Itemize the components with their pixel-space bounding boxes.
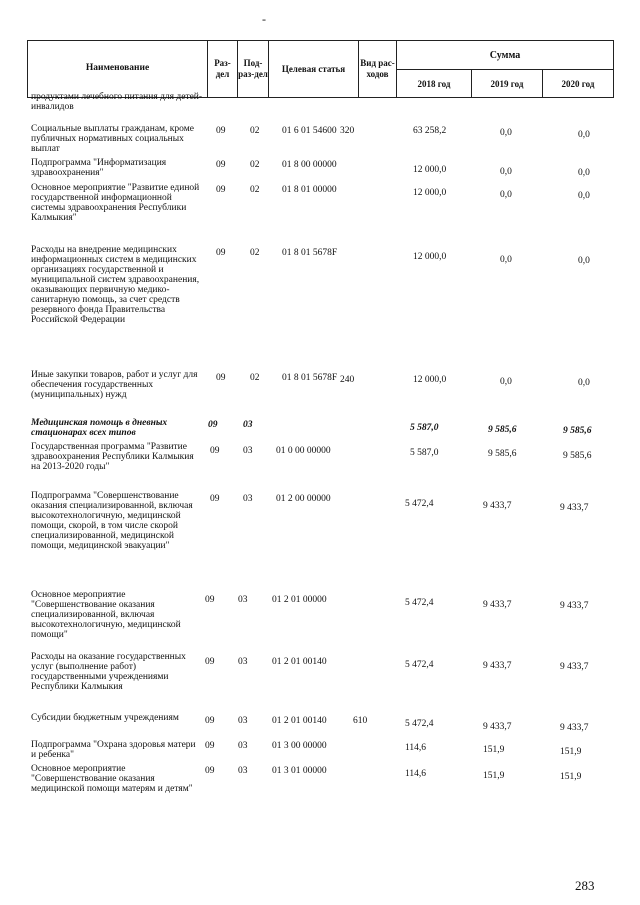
row-sum-2020: 151,9	[560, 772, 582, 782]
row-podrazdel: 02	[250, 248, 260, 258]
row-name: Подпрограмма "Охрана здоровья матери и ребенка"	[31, 740, 196, 760]
header-name: Наименование	[85, 63, 150, 74]
row-sum-2018: 12 000,0	[413, 165, 447, 175]
row-name: Подпрограмма "Информатизация здравоохранения"	[31, 158, 167, 178]
row-sum-2020: 0,0	[578, 256, 590, 266]
row-sum-2019: 151,9	[483, 771, 505, 781]
row-sum-2020: 0,0	[578, 168, 590, 178]
row-sum-2019: 9 433,7	[483, 501, 512, 511]
row-target: 01 2 00 00000	[276, 494, 331, 504]
row-sum-2019: 9 433,7	[483, 722, 512, 732]
header-sum: Сумма	[396, 41, 613, 69]
row-razdel: 09	[205, 595, 215, 605]
row-sum-2018: 5 587,0	[410, 423, 439, 433]
row-sum-2019: 0,0	[500, 128, 512, 138]
row-vid: 240	[340, 375, 355, 385]
row-razdel: 09	[216, 373, 226, 383]
row-podrazdel: 03	[238, 716, 248, 726]
row-sum-2020: 0,0	[578, 130, 590, 140]
row-sum-2020: 9 433,7	[560, 601, 589, 611]
header-podrazdel: Под-раз-дел	[237, 41, 268, 97]
row-sum-2019: 0,0	[500, 167, 512, 177]
row-name: продуктами лечебного питания для детей-инвалидов	[31, 92, 203, 112]
header-2018: 2018 год	[396, 70, 471, 97]
row-name: Иные закупки товаров, работ и услуг для обеспечения государственных (муниципальных) нужд	[31, 370, 198, 400]
row-razdel: 09	[205, 716, 215, 726]
row-sum-2019: 151,9	[483, 745, 505, 755]
header-2019: 2019 год	[471, 70, 542, 97]
table-header	[27, 40, 614, 98]
row-sum-2018: 12 000,0	[413, 188, 447, 198]
row-razdel: 09	[216, 160, 226, 170]
row-podrazdel: 03	[243, 420, 253, 430]
row-target: 01 2 01 00140	[272, 657, 327, 667]
row-name: Подпрограмма "Совершенствование оказания специализированной, включая высокотехнологичную, медицинской помощи, скорой, в том числе скорой специализированной, медицинской помощи, медицинской эвакуации"	[31, 491, 193, 551]
row-sum-2020: 151,9	[560, 747, 582, 757]
row-sum-2019: 0,0	[500, 255, 512, 265]
row-sum-2018: 114,6	[405, 769, 427, 779]
row-name: Расходы на оказание государственных услуг (выполнение работ) государственными учреждениями Республики Калмыкия	[31, 652, 186, 692]
header-2020: 2020 год	[542, 70, 613, 97]
row-razdel: 09	[210, 446, 220, 456]
row-podrazdel: 03	[238, 595, 248, 605]
row-podrazdel: 02	[250, 126, 260, 136]
row-name: Государственная программа "Развитие здравоохранения Республики Калмыкия на 2013-2020 годы"	[31, 442, 194, 472]
row-sum-2018: 5 472,4	[405, 598, 434, 608]
row-vid: 610	[353, 716, 368, 726]
row-podrazdel: 03	[238, 741, 248, 751]
row-razdel: 09	[216, 185, 226, 195]
row-name: Медицинская помощь в дневных стационарах всех типов	[31, 418, 168, 438]
row-sum-2020: 9 585,6	[563, 426, 592, 436]
row-sum-2018: 114,6	[405, 743, 427, 753]
row-name: Субсидии бюджетным учреждениям	[31, 713, 179, 723]
row-sum-2018: 5 472,4	[405, 660, 434, 670]
row-target: 01 2 01 00000	[272, 595, 327, 605]
row-razdel: 09	[210, 494, 220, 504]
row-razdel: 09	[205, 657, 215, 667]
row-target: 01 2 01 00140	[272, 716, 327, 726]
row-podrazdel: 03	[238, 657, 248, 667]
row-sum-2018: 12 000,0	[413, 375, 447, 385]
row-podrazdel: 03	[243, 446, 253, 456]
top-mark: -	[262, 12, 266, 26]
row-sum-2020: 0,0	[578, 378, 590, 388]
row-name: Основное мероприятие "Развитие единой государственной информационной системы здравоохранения Республики Калмыкия"	[31, 183, 200, 223]
row-sum-2019: 9 433,7	[483, 600, 512, 610]
row-sum-2019: 0,0	[500, 377, 512, 387]
row-target: 01 8 01 5678F	[282, 373, 338, 383]
row-name: Расходы на внедрение медицинских информационных систем в медицинских организациях государственной и муниципальной систем здравоохранения, оказывающих первичную медико-санитарную помощь, за счет средств резервного фонда Правительства Российской Федерации	[31, 245, 200, 325]
row-sum-2020: 9 433,7	[560, 503, 589, 513]
row-target: 01 8 01 5678F	[282, 248, 338, 258]
row-sum-2020: 9 585,6	[563, 451, 592, 461]
row-name: Основное мероприятие "Совершенствование оказания медицинской помощи матерям и детям"	[31, 764, 193, 794]
row-podrazdel: 02	[250, 373, 260, 383]
row-target: 01 8 01 00000	[282, 185, 337, 195]
row-sum-2018: 5 472,4	[405, 719, 434, 729]
row-razdel: 09	[216, 248, 226, 258]
row-target: 01 6 01 54600	[282, 126, 337, 136]
header-target: Целевая статья	[268, 41, 358, 97]
row-podrazdel: 03	[238, 766, 248, 776]
header-razdel: Раз-дел	[207, 41, 237, 97]
row-razdel: 09	[208, 420, 218, 430]
row-name: Основное мероприятие "Совершенствование оказания специализированной, включая высокотехнологичную, медицинской помощи"	[31, 590, 181, 640]
row-sum-2020: 9 433,7	[560, 723, 589, 733]
page-number: 283	[575, 878, 595, 893]
row-sum-2018: 5 587,0	[410, 448, 439, 458]
row-target: 01 3 01 00000	[272, 766, 327, 776]
row-razdel: 09	[216, 126, 226, 136]
row-sum-2019: 9 585,6	[488, 425, 517, 435]
row-sum-2018: 5 472,4	[405, 499, 434, 509]
row-podrazdel: 02	[250, 160, 260, 170]
row-sum-2018: 63 258,2	[413, 126, 447, 136]
row-vid: 320	[340, 126, 355, 136]
row-sum-2019: 9 433,7	[483, 661, 512, 671]
row-sum-2020: 0,0	[578, 191, 590, 201]
row-razdel: 09	[205, 766, 215, 776]
header-vid: Вид рас-ходов	[358, 41, 396, 97]
row-sum-2019: 0,0	[500, 190, 512, 200]
row-sum-2018: 12 000,0	[413, 252, 447, 262]
row-target: 01 8 00 00000	[282, 160, 337, 170]
row-target: 01 0 00 00000	[276, 446, 331, 456]
row-target: 01 3 00 00000	[272, 741, 327, 751]
row-podrazdel: 02	[250, 185, 260, 195]
row-sum-2019: 9 585,6	[488, 449, 517, 459]
row-name: Социальные выплаты гражданам, кроме публичных нормативных социальных выплат	[31, 124, 194, 154]
row-razdel: 09	[205, 741, 215, 751]
row-sum-2020: 9 433,7	[560, 662, 589, 672]
row-podrazdel: 03	[243, 494, 253, 504]
